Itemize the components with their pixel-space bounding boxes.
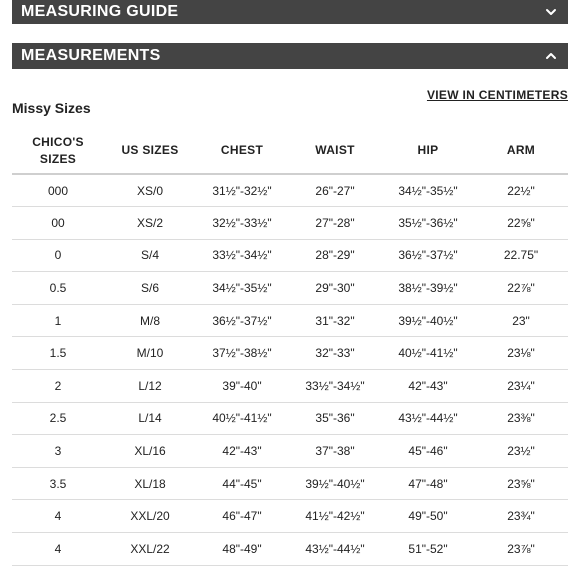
cell-chicos-size: 0 (12, 239, 104, 272)
table-row (12, 500, 568, 533)
cell-us-size: XS/0 (104, 174, 196, 207)
cell-arm: 23⅜" (474, 402, 568, 435)
cell-chicos-size: 3 (12, 435, 104, 468)
cell-chest: 40½"-41½" (196, 402, 288, 435)
header-us-sizes: US SIZES (104, 128, 196, 174)
measurements-accordion[interactable] (12, 43, 568, 69)
cell-chest: 32½"-33½" (196, 207, 288, 240)
cell-chest: 48"-49" (196, 533, 288, 566)
cell-chest: 42"-43" (196, 435, 288, 468)
cell-arm: 23¼" (474, 370, 568, 403)
cell-hip: 36½"-37½" (382, 239, 474, 272)
cell-us-size: M/8 (104, 304, 196, 337)
cell-us-size: S/4 (104, 239, 196, 272)
table-row (12, 239, 568, 272)
cell-arm: 23¾" (474, 500, 568, 533)
table-row (12, 370, 568, 403)
view-in-centimeters-link[interactable]: VIEW IN CENTIMETERS (426, 88, 568, 102)
cell-arm: 23" (474, 304, 568, 337)
cell-waist: 32"-33" (288, 337, 382, 370)
cell-waist: 31"-32" (288, 304, 382, 337)
table-row (12, 272, 568, 305)
cell-chicos-size: 2 (12, 370, 104, 403)
cell-hip: 51"-52" (382, 533, 474, 566)
cell-chicos-size: 0.5 (12, 272, 104, 305)
cell-arm: 22⅞" (474, 272, 568, 305)
cell-hip: 35½"-36½" (382, 207, 474, 240)
cell-us-size: XS/2 (104, 207, 196, 240)
cell-waist: 41½"-42½" (288, 500, 382, 533)
cell-us-size: S/6 (104, 272, 196, 305)
cell-us-size: L/12 (104, 370, 196, 403)
cell-chest: 44"-45" (196, 467, 288, 500)
header-hip: HIP (382, 128, 474, 174)
cell-chest: 34½"-35½" (196, 272, 288, 305)
chevron-down-icon[interactable] (544, 5, 558, 19)
header-waist: WAIST (288, 128, 382, 174)
header-arm: ARM (474, 128, 568, 174)
cell-hip: 47"-48" (382, 467, 474, 500)
table-row (12, 337, 568, 370)
measurements-title: MEASUREMENTS (21, 47, 161, 64)
cell-waist: 33½"-34½" (288, 370, 382, 403)
cell-arm: 23½" (474, 435, 568, 468)
cell-arm: 22.75" (474, 239, 568, 272)
cell-hip: 39½"-40½" (382, 304, 474, 337)
section-title: Missy Sizes (12, 100, 91, 116)
cell-chicos-size: 000 (12, 174, 104, 207)
cell-waist: 29"-30" (288, 272, 382, 305)
table-row (12, 533, 568, 566)
cell-chicos-size: 1 (12, 304, 104, 337)
table-row (12, 435, 568, 468)
table-row (12, 207, 568, 240)
cell-arm: 23⅞" (474, 533, 568, 566)
header-chest: CHEST (196, 128, 288, 174)
cell-waist: 37"-38" (288, 435, 382, 468)
chevron-up-icon[interactable] (544, 49, 558, 63)
cell-arm: 23⅝" (474, 467, 568, 500)
cell-waist: 28"-29" (288, 239, 382, 272)
cell-chest: 36½"-37½" (196, 304, 288, 337)
cell-waist: 43½"-44½" (288, 533, 382, 566)
table-row (12, 174, 568, 207)
cell-hip: 34½"-35½" (382, 174, 474, 207)
cell-chicos-size: 4 (12, 500, 104, 533)
cell-us-size: XXL/20 (104, 500, 196, 533)
cell-arm: 22½" (474, 174, 568, 207)
cell-hip: 43½"-44½" (382, 402, 474, 435)
table-row (12, 467, 568, 500)
cell-hip: 42"-43" (382, 370, 474, 403)
cell-chest: 31½"-32½" (196, 174, 288, 207)
cell-waist: 26"-27" (288, 174, 382, 207)
cell-chicos-size: 4 (12, 533, 104, 566)
cell-chest: 46"-47" (196, 500, 288, 533)
cell-chest: 33½"-34½" (196, 239, 288, 272)
cell-arm: 23⅛" (474, 337, 568, 370)
measuring-guide-accordion[interactable] (12, 0, 568, 24)
cell-waist: 39½"-40½" (288, 467, 382, 500)
cell-arm: 22⅝" (474, 207, 568, 240)
header-chicos-sizes: CHICO'S SIZES (12, 128, 104, 174)
size-chart-table (12, 128, 568, 566)
cell-hip: 49"-50" (382, 500, 474, 533)
cell-hip: 38½"-39½" (382, 272, 474, 305)
cell-chest: 39"-40" (196, 370, 288, 403)
cell-waist: 27"-28" (288, 207, 382, 240)
cell-chest: 37½"-38½" (196, 337, 288, 370)
table-row (12, 402, 568, 435)
cell-chicos-size: 00 (12, 207, 104, 240)
cell-us-size: XXL/22 (104, 533, 196, 566)
cell-chicos-size: 2.5 (12, 402, 104, 435)
cell-hip: 40½"-41½" (382, 337, 474, 370)
cell-us-size: XL/18 (104, 467, 196, 500)
cell-us-size: L/14 (104, 402, 196, 435)
cell-us-size: M/10 (104, 337, 196, 370)
cell-hip: 45"-46" (382, 435, 474, 468)
cell-waist: 35"-36" (288, 402, 382, 435)
table-row (12, 304, 568, 337)
measuring-guide-title: MEASURING GUIDE (21, 3, 179, 20)
table-header-row (12, 128, 568, 174)
cell-chicos-size: 3.5 (12, 467, 104, 500)
cell-us-size: XL/16 (104, 435, 196, 468)
cell-chicos-size: 1.5 (12, 337, 104, 370)
